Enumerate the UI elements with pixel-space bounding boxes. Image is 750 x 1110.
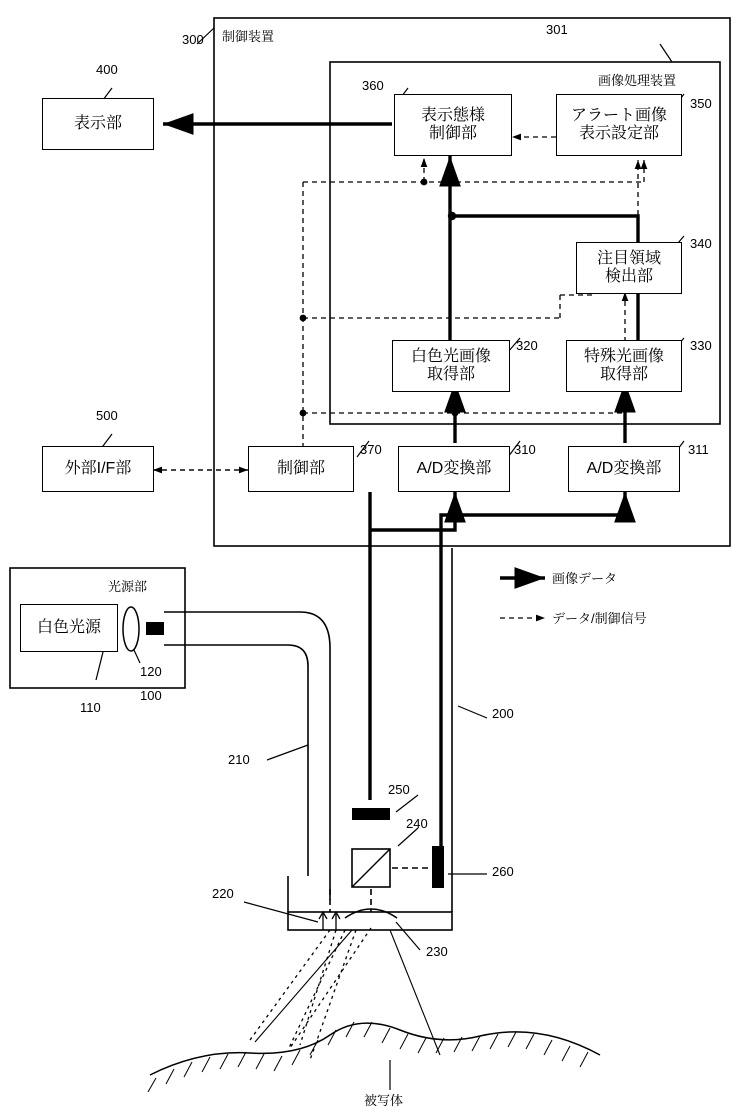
box-white-light-image-acquisition[interactable]: [392, 340, 510, 392]
num-310: 310: [514, 442, 536, 457]
box-ad-converter-2[interactable]: [568, 446, 680, 492]
box-special-light-image-acquisition-label: 特殊光画像 取得部: [583, 347, 664, 383]
num-260: 260: [492, 864, 514, 879]
num-220: 220: [212, 886, 234, 901]
box-external-if-label: 外部I/F部: [64, 459, 132, 477]
num-340: 340: [690, 236, 712, 251]
num-100: 100: [140, 688, 162, 703]
box-ad-converter-1[interactable]: [398, 446, 510, 492]
box-attention-area-detection-label: 注目領域 検出部: [596, 249, 661, 285]
num-250: 250: [388, 782, 410, 797]
num-500: 500: [96, 408, 118, 423]
box-ad-converter-1-label: A/D変換部: [416, 459, 492, 477]
box-white-light-source-label: 白色光源: [36, 618, 101, 636]
box-white-light-image-acquisition-label: 白色光画像 取得部: [410, 347, 491, 383]
num-320: 320: [516, 338, 538, 353]
num-400: 400: [96, 62, 118, 77]
box-display-unit-label: 表示部: [73, 114, 122, 132]
label-image-processing-device: 画像処理装置: [598, 73, 677, 88]
label-light-source-unit: 光源部: [108, 579, 148, 594]
num-370: 370: [360, 442, 382, 457]
num-300: 300: [182, 32, 204, 47]
box-special-light-image-acquisition[interactable]: [566, 340, 682, 392]
num-110: 110: [80, 700, 101, 715]
box-control-unit-label: 制御部: [276, 459, 325, 477]
num-311: 311: [688, 442, 709, 457]
box-control-unit[interactable]: [248, 446, 354, 492]
num-210: 210: [228, 752, 250, 767]
box-external-if[interactable]: [42, 446, 154, 492]
box-white-light-source[interactable]: [20, 604, 118, 652]
box-display-mode-control[interactable]: [394, 94, 512, 156]
box-attention-area-detection[interactable]: [576, 242, 682, 294]
label-subject: 被写体: [364, 1093, 404, 1108]
box-alert-image-display-setting[interactable]: [556, 94, 682, 156]
num-240: 240: [406, 816, 428, 831]
label-legend-data-control-signal: データ/制御信号: [552, 611, 647, 626]
label-control-device: 制御装置: [222, 29, 275, 44]
box-display-mode-control-label: 表示態様 制御部: [420, 106, 485, 142]
num-120: 120: [140, 664, 162, 679]
box-ad-converter-2-label: A/D変換部: [586, 459, 662, 477]
label-legend-image-data: 画像データ: [552, 571, 618, 586]
num-200: 200: [492, 706, 514, 721]
num-301: 301: [546, 22, 568, 37]
num-360: 360: [362, 78, 384, 93]
num-330: 330: [690, 338, 712, 353]
box-alert-image-display-setting-label: アラート画像 表示設定部: [570, 106, 667, 142]
num-350: 350: [690, 96, 712, 111]
box-display-unit[interactable]: [42, 98, 154, 150]
num-230: 230: [426, 944, 448, 959]
